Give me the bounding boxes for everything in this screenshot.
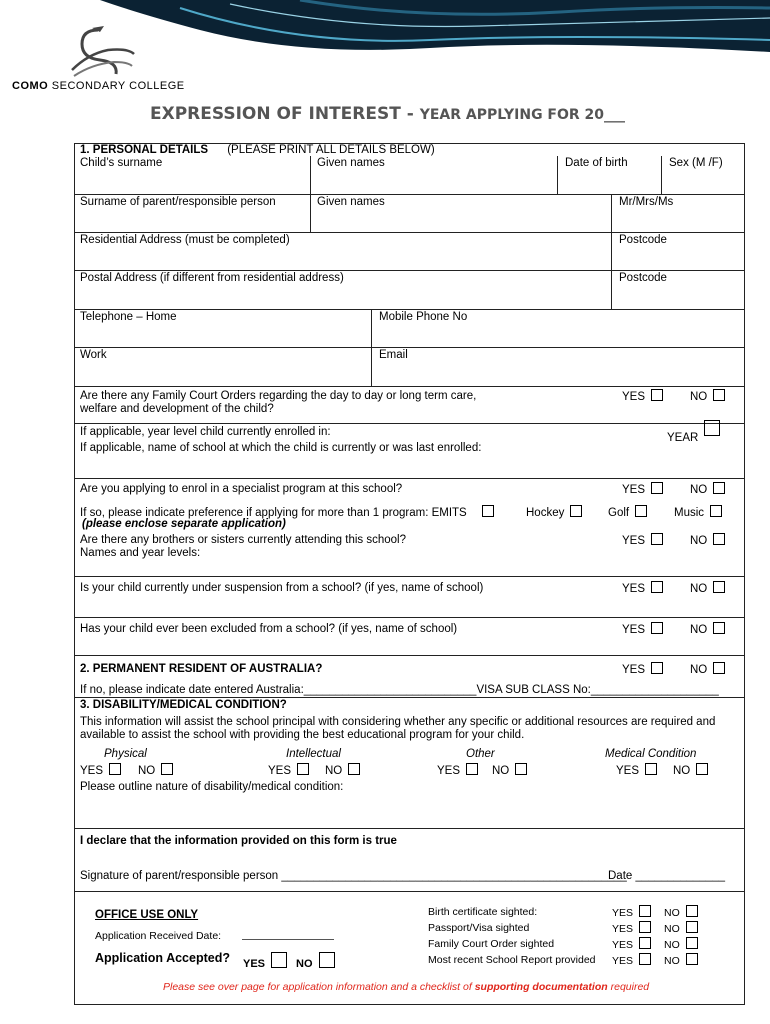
medical-label: Medical Condition xyxy=(605,748,697,760)
intellectual-label: Intellectual xyxy=(286,748,341,760)
checkbox[interactable] xyxy=(713,533,725,545)
parent-given-label: Given names xyxy=(317,196,385,208)
personal-details-heading: 1. PERSONAL DETAILS (PLEASE PRINT ALL DETAILS BELOW) xyxy=(80,144,435,156)
residential-address-label: Residential Address (must be completed) xyxy=(80,234,290,246)
checkbox[interactable] xyxy=(319,952,335,968)
checkbox[interactable] xyxy=(639,905,651,917)
passport-no[interactable]: NO xyxy=(664,921,698,936)
checkbox[interactable] xyxy=(639,921,651,933)
postcode-label: Postcode xyxy=(619,234,667,246)
suspension-yes[interactable]: YES xyxy=(622,581,663,596)
checkbox[interactable] xyxy=(348,763,360,775)
checkbox[interactable] xyxy=(710,505,722,517)
siblings-yes[interactable]: YES xyxy=(622,533,663,548)
checkbox[interactable] xyxy=(713,581,725,593)
birth-cert-label: Birth certificate sighted: xyxy=(428,906,538,918)
excluded-question: Has your child ever been excluded from a school? (if yes, name of school) xyxy=(80,623,458,635)
excluded-yes[interactable]: YES xyxy=(622,622,663,637)
other-yes[interactable]: YES xyxy=(437,763,478,778)
court-order-label: Family Court Order sighted xyxy=(428,938,555,950)
work-label: Work xyxy=(80,349,107,361)
court-order-no[interactable]: NO xyxy=(664,937,698,952)
declaration-statement: I declare that the information provided on this form is true xyxy=(80,835,397,847)
disability-info-1: This information will assist the school principal with considering whether any specific or additional resources are required and xyxy=(80,716,716,728)
office-use-heading: OFFICE USE ONLY xyxy=(95,909,199,921)
checkbox[interactable] xyxy=(686,905,698,917)
checkbox[interactable] xyxy=(713,389,725,401)
received-date-line[interactable] xyxy=(242,939,334,940)
checkbox[interactable] xyxy=(651,533,663,545)
report-yes[interactable]: YES xyxy=(612,953,651,968)
court-yes[interactable]: YES xyxy=(622,389,663,404)
disability-heading: 3. DISABILITY/MEDICAL CONDITION? xyxy=(80,699,287,711)
checkbox[interactable] xyxy=(466,763,478,775)
checkbox[interactable] xyxy=(645,763,657,775)
suspension-no[interactable]: NO xyxy=(690,581,725,596)
checkbox[interactable] xyxy=(651,662,663,674)
other-label: Other xyxy=(466,748,495,760)
medical-yes[interactable]: YES xyxy=(616,763,657,778)
school-name-label: If applicable, name of school at which the child is currently or was last enrolled: xyxy=(80,442,482,454)
checkbox[interactable] xyxy=(635,505,647,517)
enclose-note: (please enclose separate application) xyxy=(82,518,286,530)
checkbox[interactable] xyxy=(713,662,725,674)
child-surname-label: Child’s surname xyxy=(80,157,163,169)
checkbox[interactable] xyxy=(651,622,663,634)
court-no[interactable]: NO xyxy=(690,389,725,404)
physical-no[interactable]: NO xyxy=(138,763,173,778)
year-field[interactable]: YEAR xyxy=(667,420,720,439)
physical-yes[interactable]: YES xyxy=(80,763,121,778)
checkbox[interactable] xyxy=(704,420,720,436)
received-date-label: Application Received Date: xyxy=(95,930,222,942)
postal-address-label: Postal Address (if different from residential address) xyxy=(80,272,344,284)
court-orders-question: Are there any Family Court Orders regarding the day to day or long term care, xyxy=(80,390,477,402)
dob-label: Date of birth xyxy=(565,157,628,169)
specialist-no[interactable]: NO xyxy=(690,482,725,497)
sex-label: Sex (M /F) xyxy=(669,157,723,169)
year-level-label: If applicable, year level child currently enrolled in: xyxy=(80,426,331,438)
page-title: EXPRESSION OF INTEREST - YEAR APPLYING FOR 20___ xyxy=(150,104,626,124)
checkbox[interactable] xyxy=(686,937,698,949)
checkbox[interactable] xyxy=(570,505,582,517)
hockey-option[interactable]: Hockey xyxy=(526,505,582,520)
passport-yes[interactable]: YES xyxy=(612,921,651,936)
checkbox[interactable] xyxy=(651,482,663,494)
suspension-question: Is your child currently under suspension from a school? (if yes, name of school) xyxy=(80,582,484,594)
report-no[interactable]: NO xyxy=(664,953,698,968)
school-report-label: Most recent School Report provided xyxy=(428,954,596,966)
college-logo xyxy=(58,24,138,80)
checkbox[interactable] xyxy=(109,763,121,775)
court-orders-question-2: welfare and development of the child? xyxy=(80,403,274,415)
names-years-label: Names and year levels: xyxy=(80,547,201,559)
checkbox[interactable] xyxy=(482,505,494,517)
footer-note: Please see over page for application information and a checklist of supporting documentation required xyxy=(163,981,650,993)
email-label: Email xyxy=(379,349,408,361)
siblings-no[interactable]: NO xyxy=(690,533,725,548)
checkbox[interactable] xyxy=(696,763,708,775)
outline-label: Please outline nature of disability/medical condition: xyxy=(80,781,344,793)
checkbox[interactable] xyxy=(639,953,651,965)
specialist-yes[interactable]: YES xyxy=(622,482,663,497)
signature-field[interactable]: Signature of parent/responsible person ______________________________________________________ xyxy=(80,870,627,882)
birth-yes[interactable]: YES xyxy=(612,905,651,920)
college-name: COMO SECONDARY COLLEGE xyxy=(12,80,185,92)
resident-yes[interactable]: YES xyxy=(622,662,663,677)
checkbox[interactable] xyxy=(639,937,651,949)
resident-no[interactable]: NO xyxy=(690,662,725,677)
checkbox[interactable] xyxy=(515,763,527,775)
passport-label: Passport/Visa sighted xyxy=(428,922,530,934)
medical-no[interactable]: NO xyxy=(673,763,708,778)
title-label: Mr/Mrs/Ms xyxy=(619,196,674,208)
postcode-label-2: Postcode xyxy=(619,272,667,284)
golf-option[interactable]: Golf xyxy=(608,505,647,520)
accepted-no[interactable]: NO xyxy=(296,952,335,971)
checkbox[interactable] xyxy=(271,952,287,968)
siblings-question: Are there any brothers or sisters currently attending this school? xyxy=(80,534,406,546)
specialist-question: Are you applying to enrol in a specialist program at this school? xyxy=(80,483,403,495)
other-no[interactable]: NO xyxy=(492,763,527,778)
accepted-yes[interactable]: YES xyxy=(243,952,287,971)
checkbox[interactable] xyxy=(713,482,725,494)
checkbox[interactable] xyxy=(161,763,173,775)
checkbox[interactable] xyxy=(297,763,309,775)
checkbox[interactable] xyxy=(651,389,663,401)
accepted-label: Application Accepted? xyxy=(95,951,230,965)
music-option[interactable]: Music xyxy=(674,505,722,520)
given-names-label: Given names xyxy=(317,157,385,169)
intellectual-no[interactable]: NO xyxy=(325,763,360,778)
date-field[interactable]: Date ______________ xyxy=(608,870,726,882)
disability-info-2: available to assist the school with providing the best educational program for your child. xyxy=(80,729,525,741)
physical-label: Physical xyxy=(104,748,147,760)
date-entered-field[interactable]: If no, please indicate date entered Australia:___________________________VISA SUB CLASS No:____________________ xyxy=(80,684,719,696)
intellectual-yes[interactable]: YES xyxy=(268,763,309,778)
parent-surname-label: Surname of parent/responsible person xyxy=(80,196,276,208)
telephone-home-label: Telephone – Home xyxy=(80,311,177,323)
checkbox[interactable] xyxy=(651,581,663,593)
mobile-label: Mobile Phone No xyxy=(379,311,468,323)
checkbox[interactable] xyxy=(686,921,698,933)
preference-emits[interactable]: If so, please indicate preference if applying for more than 1 program: EMITS xyxy=(80,505,494,520)
checkbox[interactable] xyxy=(686,953,698,965)
excluded-no[interactable]: NO xyxy=(690,622,725,637)
birth-no[interactable]: NO xyxy=(664,905,698,920)
resident-heading: 2. PERMANENT RESIDENT OF AUSTRALIA? xyxy=(80,663,323,675)
court-order-yes[interactable]: YES xyxy=(612,937,651,952)
checkbox[interactable] xyxy=(713,622,725,634)
